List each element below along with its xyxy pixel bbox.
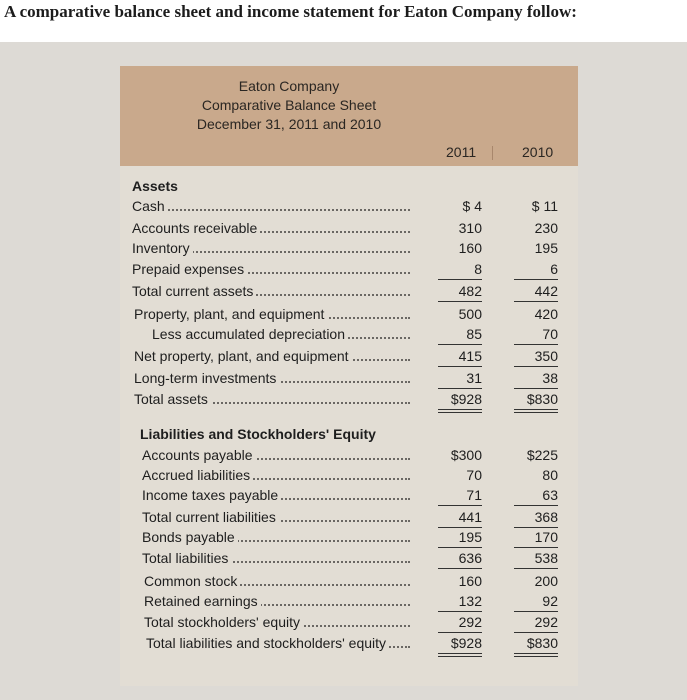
row-label — [144, 591, 410, 611]
statement-row — [120, 281, 578, 301]
value-2011: 70 — [466, 467, 482, 483]
value-2011: $928 — [438, 633, 482, 657]
value-2011: 132 — [438, 591, 482, 612]
row-label-text: Total liabilities — [142, 550, 231, 566]
row-label — [144, 612, 410, 632]
row-label-text: Total current liabilities — [142, 509, 279, 525]
value-2010: 420 — [534, 306, 558, 322]
statement-row — [120, 527, 578, 547]
value-2011: 482 — [438, 281, 482, 302]
row-label — [144, 571, 410, 591]
statement-header — [120, 66, 578, 166]
statement-row — [120, 445, 578, 465]
section-heading — [120, 176, 578, 196]
row-label — [134, 304, 410, 324]
balance-sheet-card — [120, 66, 578, 686]
value-2010: $225 — [526, 447, 558, 463]
row-label — [134, 389, 410, 409]
row-label — [142, 548, 410, 568]
value-2010: $830 — [514, 633, 558, 657]
statement-row — [120, 346, 578, 366]
top-strip — [0, 0, 687, 42]
value-2010: 200 — [534, 573, 558, 589]
value-2011: 310 — [458, 220, 482, 236]
statement-row — [120, 324, 578, 344]
statement-row — [120, 368, 578, 388]
row-label-text: Inventory — [132, 240, 193, 256]
statement-date: December 31, 2011 and 2010 — [196, 116, 382, 132]
row-label — [142, 507, 410, 527]
company-name: Eaton Company — [238, 78, 340, 94]
row-label — [132, 238, 410, 258]
value-2011: 160 — [458, 573, 482, 589]
value-2010: 368 — [514, 507, 558, 528]
value-2011: 71 — [438, 485, 482, 506]
statement-row — [120, 389, 578, 409]
value-2011: 636 — [438, 548, 482, 569]
value-2011: 31 — [438, 368, 482, 389]
row-label-text: Total current assets — [132, 283, 256, 299]
value-2011: 500 — [458, 306, 482, 322]
value-2010: 80 — [542, 467, 558, 483]
statement-row — [120, 259, 578, 279]
row-label-text: Accounts receivable — [132, 220, 260, 236]
row-label — [142, 485, 410, 505]
statement-row — [120, 633, 578, 653]
row-label-text: Long-term investments — [134, 370, 279, 386]
column-header-2010: 2010 — [522, 144, 554, 160]
value-2010: 195 — [534, 240, 558, 256]
row-label — [132, 196, 410, 216]
value-2011: $ 4 — [462, 198, 482, 214]
value-2010: 350 — [514, 346, 558, 367]
column-divider — [492, 146, 493, 160]
leader-dots — [132, 196, 410, 211]
value-2010: 92 — [514, 591, 558, 612]
row-label — [132, 259, 410, 279]
row-label-text: Total liabilities and stockholders' equity — [146, 635, 389, 651]
row-label — [152, 324, 410, 344]
row-label-text: Less accumulated depreciation — [152, 326, 348, 342]
value-2010: 38 — [514, 368, 558, 389]
value-2010: 170 — [514, 527, 558, 548]
value-2011: $300 — [450, 447, 482, 463]
row-label — [132, 281, 410, 301]
statement-row — [120, 218, 578, 238]
row-label-text: Liabilities and Stockholders' Equity — [140, 426, 379, 442]
value-2011: 292 — [438, 612, 482, 633]
row-label — [132, 218, 410, 238]
row-label-text: Accrued liabilities — [142, 467, 253, 483]
row-label — [142, 465, 410, 485]
statement-row — [120, 304, 578, 324]
row-label-text: Common stock — [144, 573, 240, 589]
section-heading — [120, 424, 578, 444]
row-label-text: Income taxes payable — [142, 487, 281, 503]
row-label — [132, 176, 442, 196]
statement-row — [120, 196, 578, 216]
value-2011: 441 — [438, 507, 482, 528]
value-2011: 8 — [438, 259, 482, 280]
row-label — [140, 424, 450, 444]
row-label-text: Retained earnings — [144, 593, 261, 609]
statement-row — [120, 548, 578, 568]
row-label-text: Cash — [132, 198, 168, 214]
row-label-text: Net property, plant, and equipment — [134, 348, 352, 364]
value-2010: $830 — [514, 389, 558, 413]
value-2011: 160 — [458, 240, 482, 256]
row-label-text: Bonds payable — [142, 529, 238, 545]
row-label-text: Total stockholders' equity — [144, 614, 303, 630]
statement-row — [120, 591, 578, 611]
value-2011: 85 — [438, 324, 482, 345]
value-2010: 538 — [514, 548, 558, 569]
statement-row — [120, 465, 578, 485]
value-2011: $928 — [438, 389, 482, 413]
row-label-text: Assets — [132, 178, 181, 194]
row-label-text: Accounts payable — [142, 447, 256, 463]
value-2010: 6 — [514, 259, 558, 280]
value-2010: 442 — [514, 281, 558, 302]
value-2010: 70 — [514, 324, 558, 345]
statement-row — [120, 485, 578, 505]
statement-row — [120, 507, 578, 527]
intro-text: A comparative balance sheet and income statement for Eaton Company follow: — [4, 2, 577, 21]
row-label-text: Total assets — [134, 391, 211, 407]
value-2010: $ 11 — [531, 198, 558, 214]
row-label-text: Property, plant, and equipment — [134, 306, 327, 322]
row-label — [142, 445, 410, 465]
value-2010: 292 — [514, 612, 558, 633]
column-header-2011: 2011 — [446, 144, 477, 160]
statement-title: Comparative Balance Sheet — [201, 97, 377, 113]
row-label — [134, 346, 410, 366]
value-2011: 415 — [438, 346, 482, 367]
statement-row — [120, 612, 578, 632]
row-label — [142, 527, 410, 547]
value-2010: 63 — [514, 485, 558, 506]
row-label — [134, 368, 410, 388]
value-2011: 195 — [438, 527, 482, 548]
row-label-text: Prepaid expenses — [132, 261, 247, 277]
row-label — [146, 633, 410, 653]
value-2010: 230 — [534, 220, 558, 236]
statement-row — [120, 571, 578, 591]
statement-row — [120, 238, 578, 258]
